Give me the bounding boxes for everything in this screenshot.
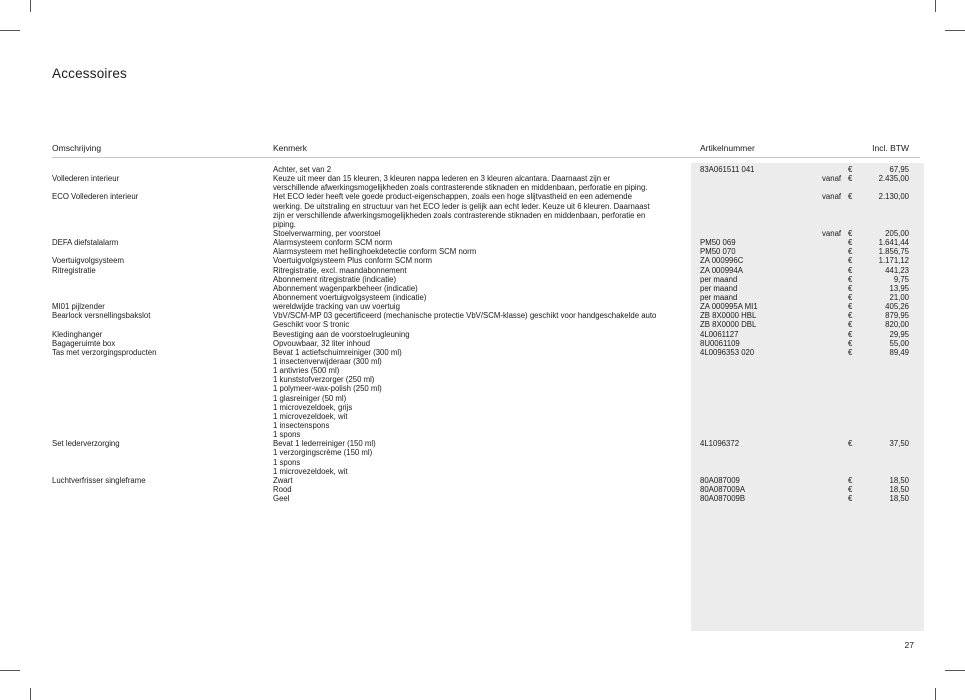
row-price: 55,00 xyxy=(889,338,909,348)
table-row xyxy=(0,412,965,421)
row-kenmerk: 1 kunststofverzorger (250 ml) xyxy=(273,375,375,385)
row-currency: € xyxy=(848,338,853,348)
row-kenmerk: wereldwijde tracking van uw voertuig xyxy=(273,302,400,312)
row-price: 29,95 xyxy=(889,329,909,339)
table-row xyxy=(0,430,965,439)
table-row xyxy=(0,238,965,247)
table-row xyxy=(0,256,965,265)
row-artikelnummer: per maand xyxy=(700,292,738,302)
row-currency: € xyxy=(848,475,853,485)
row-kenmerk: 1 spons xyxy=(273,430,301,440)
row-price: 9,75 xyxy=(893,274,909,284)
row-kenmerk: Opvouwbaar, 32 liter inhoud xyxy=(273,338,371,348)
table-row xyxy=(0,366,965,375)
table-row xyxy=(0,348,965,357)
row-kenmerk: Bevat 1 actiefschuimreiniger (300 ml) xyxy=(273,347,402,357)
table-row xyxy=(0,357,965,366)
crop-mark xyxy=(935,688,936,700)
row-price: 67,95 xyxy=(889,165,909,174)
header-divider xyxy=(52,157,920,158)
table-row xyxy=(0,311,965,320)
table-row xyxy=(0,448,965,457)
row-kenmerk: 1 microvezeldoek, wit xyxy=(273,466,348,476)
row-currency: € xyxy=(848,256,853,266)
crop-mark xyxy=(945,30,965,31)
row-description: DEFA diefstalalarm xyxy=(52,238,119,248)
row-price: 1.171,12 xyxy=(878,256,909,266)
row-kenmerk: Alarmsysteem met hellinghoekdetectie conform SCM norm xyxy=(273,247,477,257)
row-artikelnummer: PM50 070 xyxy=(700,247,736,257)
row-currency: € xyxy=(848,283,853,293)
row-kenmerk: Rood xyxy=(273,484,292,494)
row-kenmerk: 1 glasreiniger (50 ml) xyxy=(273,393,347,403)
row-kenmerk: 1 spons xyxy=(273,457,301,467)
row-price: 1.641,44 xyxy=(878,238,909,248)
table-row xyxy=(0,183,965,192)
row-kenmerk: Stoelverwarming, per voorstoel xyxy=(273,228,381,238)
row-currency: € xyxy=(848,165,853,174)
table-row xyxy=(0,220,965,229)
row-price: 37,50 xyxy=(889,439,909,449)
row-vanaf: vanaf xyxy=(822,228,842,238)
row-kenmerk: VbV/SCM-MP 03 gecertificeerd (mechanische protectie VbV/SCM-klasse) geschikt voor handgeschakelde auto xyxy=(273,311,657,321)
table-row xyxy=(0,439,965,448)
row-description: Bagageruimte box xyxy=(52,338,116,348)
row-currency: € xyxy=(848,292,853,302)
row-kenmerk: 1 insectenverwijderaar (300 ml) xyxy=(273,356,382,366)
row-vanaf: vanaf xyxy=(822,174,842,184)
row-description: Vollederen interieur xyxy=(52,174,120,184)
row-kenmerk: Abonnement voertuigvolgsysteem (indicatie) xyxy=(273,292,427,302)
table-row xyxy=(0,320,965,329)
row-description: MI01 pijlzender xyxy=(52,302,105,312)
table-row xyxy=(0,229,965,238)
row-artikelnummer: ZB 8X0000 DBL xyxy=(700,320,757,330)
row-kenmerk: werking. De uitstraling en structuur van het ECO leder is gelijk aan echt leder. Keuze uit 6 kleuren. Daarnaast xyxy=(273,201,650,211)
row-price: 2.130,00 xyxy=(878,192,909,202)
row-kenmerk: zijn er verschillende afwerkingsmogelijkheden zoals contrasterende stiknaden en middenbaan, perforatie en xyxy=(273,210,646,220)
row-artikelnummer: per maand xyxy=(700,274,738,284)
row-kenmerk: 1 insectenspons xyxy=(273,420,330,430)
table-row xyxy=(0,293,965,302)
table-row xyxy=(0,202,965,211)
row-currency: € xyxy=(848,439,853,449)
table-row xyxy=(0,284,965,293)
table-row xyxy=(0,421,965,430)
page-number: 27 xyxy=(904,640,914,650)
row-currency: € xyxy=(848,320,853,330)
row-artikelnummer: 83A061511 041 xyxy=(700,165,755,174)
row-price: 13,95 xyxy=(889,283,909,293)
row-artikelnummer: 4L1096372 xyxy=(700,439,740,449)
row-artikelnummer: 4L0061127 xyxy=(700,329,739,339)
row-artikelnummer: per maand xyxy=(700,283,738,293)
row-artikelnummer: ZB 8X0000 HBL xyxy=(700,311,757,321)
row-kenmerk: Voertuigvolgsysteem Plus conform SCM norm xyxy=(273,256,433,266)
crop-mark xyxy=(30,688,31,700)
row-price: 1.856,75 xyxy=(878,247,909,257)
row-currency: € xyxy=(848,238,853,248)
row-kenmerk: 1 microvezeldoek, grijs xyxy=(273,402,353,412)
row-kenmerk: Bevat 1 lederreiniger (150 ml) xyxy=(273,439,376,449)
row-price: 820,00 xyxy=(885,320,909,330)
row-kenmerk: Zwart xyxy=(273,475,293,485)
row-kenmerk: piping. xyxy=(273,219,296,229)
table-row xyxy=(0,476,965,485)
row-kenmerk: Abonnement wagenparkbeheer (indicatie) xyxy=(273,283,418,293)
row-artikelnummer: PM50 069 xyxy=(700,238,736,248)
table-row xyxy=(0,339,965,348)
row-description: Voertuigvolgsysteem xyxy=(52,256,124,266)
row-artikelnummer: 8U0061109 xyxy=(700,338,740,348)
row-price: 18,50 xyxy=(889,494,909,504)
table-row xyxy=(0,192,965,201)
table-row xyxy=(0,211,965,220)
row-price: 21,00 xyxy=(889,292,909,302)
row-kenmerk: Geel xyxy=(273,494,290,504)
row-currency: € xyxy=(848,228,853,238)
table-row xyxy=(0,247,965,256)
row-description: Tas met verzorgingsproducten xyxy=(52,347,157,357)
row-currency: € xyxy=(848,302,853,312)
row-price: 89,49 xyxy=(889,347,909,357)
table-row xyxy=(0,330,965,339)
row-kenmerk: Abonnement ritregistratie (indicatie) xyxy=(273,274,397,284)
row-description: Luchtverfrisser singleframe xyxy=(52,475,146,485)
row-kenmerk: Keuze uit meer dan 15 kleuren, 3 kleuren nappa lederen en 3 kleuren alcantara. Daarnaast zijn er xyxy=(273,174,611,184)
row-vanaf: vanaf xyxy=(822,192,842,202)
table-row xyxy=(0,266,965,275)
table-row xyxy=(0,174,965,183)
table-row xyxy=(0,494,965,503)
row-artikelnummer: ZA 000994A xyxy=(700,265,743,275)
row-kenmerk: verschillende afwerkingsmogelijkheden zoals contrasterende stiknaden en middenbaan, perforatie en piping. xyxy=(273,183,648,193)
row-price: 2.435,00 xyxy=(878,174,909,184)
page-title: Accessoires xyxy=(52,66,127,81)
row-artikelnummer: 80A087009A xyxy=(700,484,746,494)
header-price: Incl. BTW xyxy=(872,143,909,153)
row-artikelnummer: ZA 000995A MI1 xyxy=(700,302,758,312)
crop-mark xyxy=(30,0,31,12)
row-currency: € xyxy=(848,174,853,184)
table-row xyxy=(0,403,965,412)
table-row xyxy=(0,467,965,476)
row-kenmerk: Alarmsysteem conform SCM norm xyxy=(273,238,393,248)
row-kenmerk: Ritregistratie, excl. maandabonnement xyxy=(273,265,407,275)
table-row xyxy=(0,384,965,393)
table-row xyxy=(0,394,965,403)
row-currency: € xyxy=(848,274,853,284)
table-row xyxy=(0,165,965,174)
header-artikelnummer: Artikelnummer xyxy=(700,143,755,153)
row-kenmerk: 1 microvezeldoek, wit xyxy=(273,411,348,421)
row-artikelnummer: 80A087009B xyxy=(700,494,746,504)
table-row xyxy=(0,375,965,384)
table-row xyxy=(0,302,965,311)
crop-mark xyxy=(0,670,20,671)
header-kenmerk: Kenmerk xyxy=(273,143,308,153)
crop-mark xyxy=(935,0,936,12)
row-currency: € xyxy=(848,265,853,275)
row-kenmerk: Achter, set van 2 xyxy=(273,165,332,174)
row-kenmerk: Geschikt voor S tronic xyxy=(273,320,350,330)
row-currency: € xyxy=(848,494,853,504)
header-omschrijving: Omschrijving xyxy=(52,143,102,153)
row-kenmerk: 1 verzorgingscrème (150 ml) xyxy=(273,448,373,458)
row-currency: € xyxy=(848,247,853,257)
row-artikelnummer: 4L0096353 020 xyxy=(700,347,755,357)
row-price: 441,23 xyxy=(885,265,909,275)
row-description: ECO Vollederen interieur xyxy=(52,192,139,202)
row-price: 405,26 xyxy=(885,302,909,312)
row-description: Ritregistratie xyxy=(52,265,96,275)
row-kenmerk: 1 antivries (500 ml) xyxy=(273,366,340,376)
row-kenmerk: 1 polymeer-wax-polish (250 ml) xyxy=(273,384,382,394)
row-artikelnummer: 80A087009 xyxy=(700,475,740,485)
row-artikelnummer: ZA 000996C xyxy=(700,256,744,266)
row-price: 18,50 xyxy=(889,484,909,494)
accessories-table xyxy=(0,165,965,503)
crop-mark xyxy=(945,670,965,671)
row-currency: € xyxy=(848,329,853,339)
table-row xyxy=(0,275,965,284)
row-price: 18,50 xyxy=(889,475,909,485)
table-row xyxy=(0,458,965,467)
row-currency: € xyxy=(848,192,853,202)
table-row xyxy=(0,485,965,494)
row-price: 205,00 xyxy=(885,228,909,238)
row-kenmerk: Het ECO leder heeft vele goede product-eigenschappen, zoals een hoge slijtvastheid en een ademende xyxy=(273,192,632,202)
row-description: Kledinghanger xyxy=(52,329,103,339)
row-currency: € xyxy=(848,484,853,494)
row-kenmerk: Bevestiging aan de voorstoelrugleuning xyxy=(273,329,410,339)
row-currency: € xyxy=(848,347,853,357)
row-description: Set lederverzorging xyxy=(52,439,120,449)
row-price: 879,95 xyxy=(885,311,909,321)
row-description: Bearlock versnellingsbakslot xyxy=(52,311,151,321)
crop-mark xyxy=(0,30,20,31)
row-currency: € xyxy=(848,311,853,321)
